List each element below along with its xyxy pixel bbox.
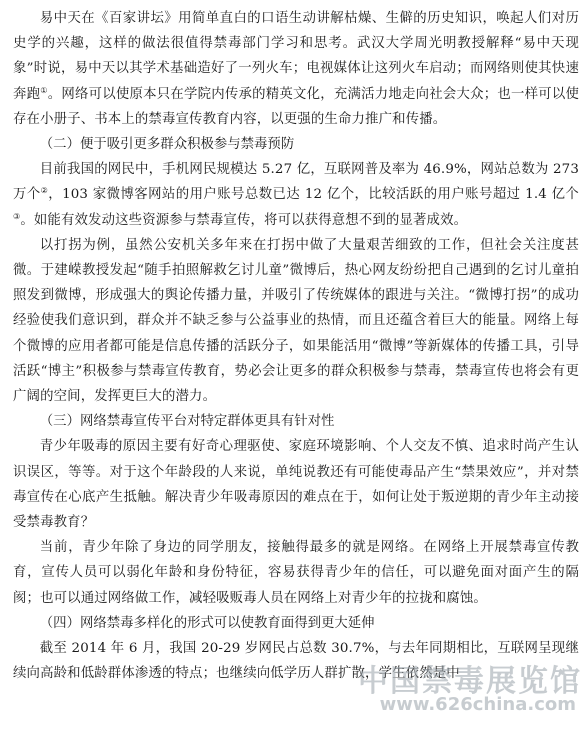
footnote-marker: ③ (13, 211, 21, 221)
section-heading-3: （三）网络禁毒宣传平台对特定群体更具有针对性 (39, 414, 335, 430)
paragraph-netizen-stats: 目前我国的网民中，手机网民规模达 5.27 亿，互联网普及率为 46.9%，网站总数为 273 万个②，103 家微博客网站的用户账号总数已达 12 亿个，比较活跃的用户账号超过 1.4 亿个③。如能有效发动这些资源参与禁毒宣传，将可以获得意想不到的显著成效。 (13, 162, 579, 228)
footnote-marker: ② (40, 186, 49, 196)
paragraph-weibo-example: 以打拐为例，虽然公安机关多年来在打拐中做了大量艰苦细致的工作，但社会关注度甚微。于建嵘教授发起“随手拍照解救乞讨儿童”微博后，热心网友纷纷把自己遇到的乞讨儿童拍照发到微博，形成强大的舆论传播力量，并吸引了传统媒体的跟进与关注。“微博打拐”的成功经验使我们意识到，群众并不缺乏参与公益事业的热情，而且还蕴含着巨大的能量。网络上每个微博的应用者都可能是信息传播的活跃分子，如果能活用“微博”等新媒体的传播工具，引导活跃“博主”积极参与禁毒宣传教育，势必会让更多的群众积极参与禁毒，禁毒宣传也将会有更广阔的空间，发挥更巨大的潜力。 (13, 237, 579, 405)
document-page (13, 6, 579, 686)
paragraph-yizhongtian: 易中天在《百家讲坛》用简单直白的口语生动讲解枯燥、生僻的历史知识，唤起人们对历史学的兴趣，这样的做法很值得禁毒部门学习和思考。武汉大学周光明教授解释“易中天现象”时说，易中天以其学术基础造好了一列火车；电视媒体让这列火车启动；而网络则使其快速奔跑①。网络可以使原本只在学院内传承的精英文化，充满活力地走向社会大众；也一样可以使存在小册子、书本上的禁毒宣传教育内容，以更强的生命力推广和传播。 (13, 11, 579, 127)
section-heading-2: （二）便于吸引更多群众积极参与禁毒预防 (39, 137, 295, 153)
paragraph-netizen-age: 截至 2014 年 6 月，我国 20-29 岁网民占总数 30.7%，与去年同期相比，互联网呈现继续向高龄和低龄群体渗透的特点；也继续向低学历人群扩散，学生依然是中 (13, 641, 579, 682)
section-heading-4: （四）网络禁毒多样化的形式可以使教育面得到更大延伸 (39, 615, 375, 631)
watermark-url: www.626china.com (379, 694, 576, 715)
paragraph-youth-causes: 青少年吸毒的原因主要有好奇心理驱使、家庭环境影响、个人交友不慎、追求时尚产生认识误区，等等。对于这个年龄段的人来说，单纯说教还有可能使毒品产生“禁果效应”，并对禁毒宣传在心底产生抵触。解决青少年吸毒原因的难点在于，如何让处于叛逆期的青少年主动接受禁毒教育？ (13, 439, 579, 531)
footnote-marker: ① (40, 85, 48, 95)
paragraph-youth-network: 当前，青少年除了身边的同学朋友，接触得最多的就是网络。在网络上开展禁毒宣传教育，宣传人员可以弱化年龄和身份特征，容易获得青少年的信任，可以避免面对面产生的隔阂；也可以通过网络做工作，减轻吸贩毒人员在网络上对青少年的拉拢和腐蚀。 (13, 540, 579, 606)
watermark-title: 中国禁毒展览馆 (358, 664, 582, 699)
